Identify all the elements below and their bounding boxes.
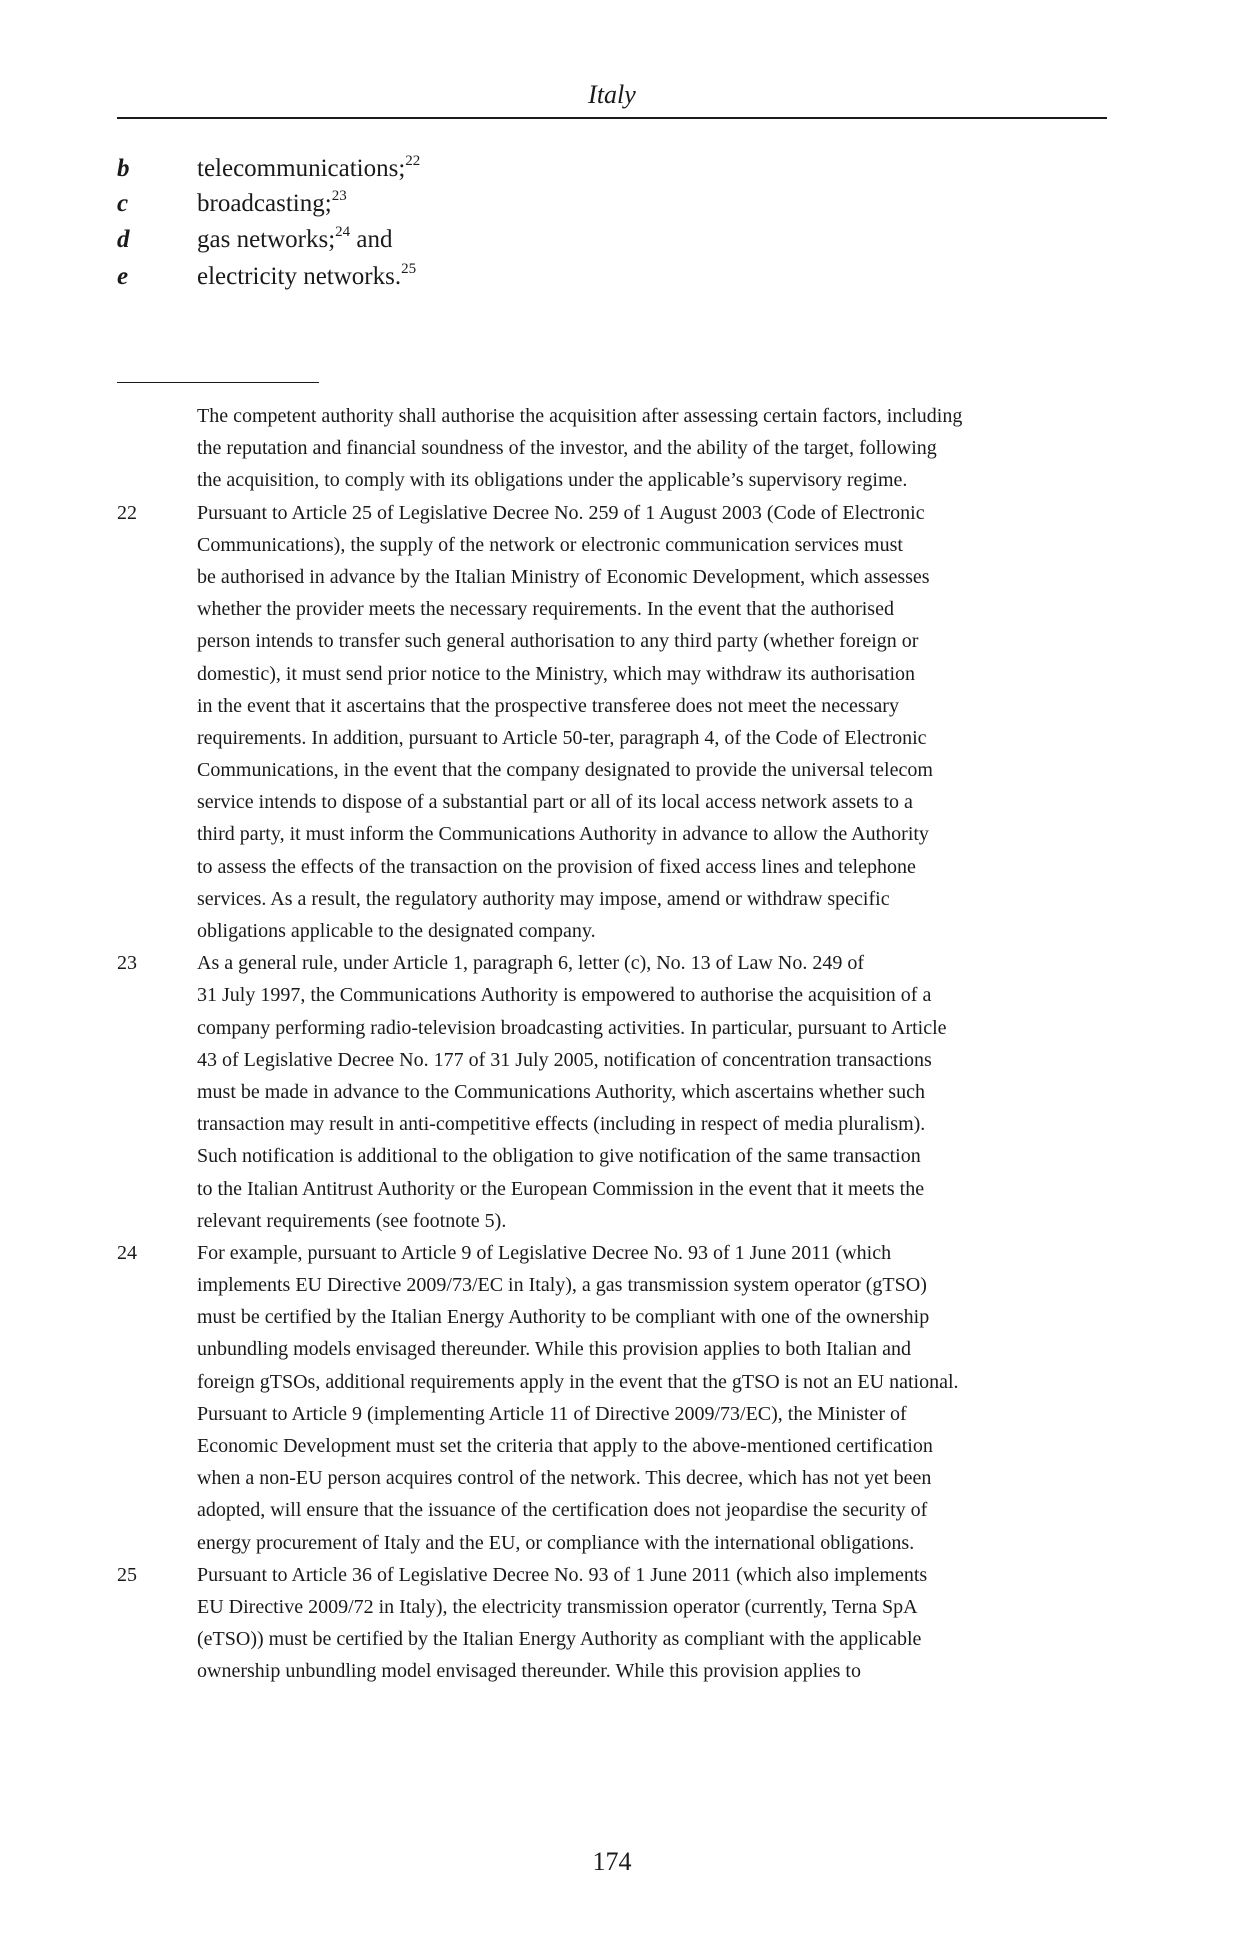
footnote bbox=[117, 400, 1107, 497]
footnote-number: 23 bbox=[117, 952, 137, 975]
list-item-text bbox=[197, 190, 347, 218]
footnote-reference: 25 bbox=[401, 261, 417, 277]
list-item bbox=[117, 226, 1107, 262]
list-item-text bbox=[197, 226, 393, 254]
list-item-letter: c bbox=[117, 190, 129, 217]
footnote-line: must be certified by the Italian Energy Authority to be compliant with one of the ownership bbox=[197, 1306, 930, 1329]
footnote-number: 25 bbox=[117, 1563, 137, 1586]
footnote-text bbox=[197, 400, 1097, 497]
list-item-text bbox=[197, 155, 420, 183]
footnote-line: the reputation and financial soundness of the investor, and the ability of the target, following bbox=[197, 437, 937, 460]
footnote-line: whether the provider meets the necessary requirements. In the event that the authorised bbox=[197, 598, 894, 621]
footnote-line: foreign gTSOs, additional requirements apply in the event that the gTSO is not an EU national. bbox=[197, 1370, 959, 1393]
footnote-text bbox=[197, 947, 1097, 1237]
footnote bbox=[117, 947, 1107, 1237]
footnote-line: As a general rule, under Article 1, paragraph 6, letter (c), No. 13 of Law No. 249 of bbox=[197, 952, 864, 975]
footnote-line: EU Directive 2009/72 in Italy), the electricity transmission operator (currently, Terna SpA bbox=[197, 1595, 918, 1618]
footnote-text bbox=[197, 497, 1097, 948]
footnote-line: when a non-EU person acquires control of the network. This decree, which has not yet been bbox=[197, 1467, 932, 1490]
footnote-number: 24 bbox=[117, 1241, 137, 1264]
footnote-line: be authorised in advance by the Italian Ministry of Economic Development, which assesses bbox=[197, 565, 930, 588]
footnote-line: third party, it must inform the Communications Authority in advance to allow the Authority bbox=[197, 823, 929, 846]
footnote-line: For example, pursuant to Article 9 of Legislative Decree No. 93 of 1 June 2011 (which bbox=[197, 1241, 892, 1264]
footnote-text bbox=[197, 1559, 1097, 1688]
footnote-line: person intends to transfer such general authorisation to any third party (whether foreign or bbox=[197, 630, 919, 653]
footnotes bbox=[117, 400, 1107, 1688]
footnote-line: relevant requirements (see footnote 5). bbox=[197, 1209, 507, 1232]
footnote-line: obligations applicable to the designated company. bbox=[197, 920, 596, 942]
list-item-letter: b bbox=[117, 155, 130, 182]
footnote-line: (eTSO)) must be certified by the Italian Energy Authority as compliant with the applicable bbox=[197, 1628, 922, 1651]
footnote-reference: 24 bbox=[335, 224, 351, 240]
footnote bbox=[117, 1559, 1107, 1688]
list-item bbox=[117, 263, 1107, 299]
footnote-line: service intends to dispose of a substantial part or all of its local access network assets to a bbox=[197, 791, 913, 814]
footnote-line: to the Italian Antitrust Authority or the European Commission in the event that it meets the bbox=[197, 1177, 925, 1200]
list-item-label: telecommunications; bbox=[197, 155, 406, 182]
list-item-label: gas networks; bbox=[197, 226, 336, 253]
footnote-line: 31 July 1997, the Communications Authority is empowered to authorise the acquisition of a bbox=[197, 984, 932, 1007]
list-item-label: broadcasting; bbox=[197, 190, 332, 217]
footnote-line: adopted, will ensure that the issuance of the certification does not jeopardise the security of bbox=[197, 1499, 928, 1522]
footnote-line: company performing radio-television broadcasting activities. In particular, pursuant to Article bbox=[197, 1016, 947, 1039]
list-item-letter: e bbox=[117, 263, 129, 290]
footnote-line: The competent authority shall authorise the acquisition after assessing certain factors, including bbox=[197, 405, 963, 427]
footnote-text bbox=[197, 1237, 1097, 1559]
footnote-line: domestic), it must send prior notice to the Ministry, which may withdraw its authorisation bbox=[197, 662, 916, 685]
footnote-line: the acquisition, to comply with its obligations under the applicable’s supervisory regime. bbox=[197, 469, 908, 492]
list-item bbox=[117, 155, 1107, 191]
list-item-label: electricity networks. bbox=[197, 263, 402, 290]
list-item-letter: d bbox=[117, 226, 130, 253]
page-number: 174 bbox=[592, 1847, 632, 1876]
footnote bbox=[117, 1237, 1107, 1559]
footnote-line: requirements. In addition, pursuant to Article 50-ter, paragraph 4, of the Code of Electronic bbox=[197, 726, 927, 749]
footnote-reference: 23 bbox=[331, 188, 347, 204]
footnote-reference: 22 bbox=[405, 153, 421, 169]
footnote-line: unbundling models envisaged thereunder. While this provision applies to both Italian and bbox=[197, 1338, 911, 1361]
footnote-line: energy procurement of Italy and the EU, or compliance with the international obligations. bbox=[197, 1531, 915, 1554]
footnote-number: 22 bbox=[117, 501, 137, 524]
list-item-text bbox=[197, 263, 416, 291]
footnote bbox=[117, 497, 1107, 948]
footnote-line: must be made in advance to the Communications Authority, which ascertains whether such bbox=[197, 1080, 925, 1103]
footnote-line: ownership unbundling model envisaged thereunder. While this provision applies to bbox=[197, 1660, 861, 1683]
running-header: Italy bbox=[588, 80, 636, 109]
footnote-line: Communications), the supply of the network or electronic communication services must bbox=[197, 533, 903, 556]
footnote-line: implements EU Directive 2009/73/EC in Italy), a gas transmission system operator (gTSO) bbox=[197, 1274, 927, 1297]
footnote-line: Pursuant to Article 25 of Legislative Decree No. 259 of 1 August 2003 (Code of Electronic bbox=[197, 501, 925, 524]
footnote-line: Communications, in the event that the company designated to provide the universal telecom bbox=[197, 759, 933, 782]
list-item bbox=[117, 190, 1107, 226]
footnote-line: 43 of Legislative Decree No. 177 of 31 July 2005, notification of concentration transactions bbox=[197, 1048, 932, 1071]
footnote-line: to assess the effects of the transaction on the provision of fixed access lines and telephone bbox=[197, 855, 916, 878]
footnote-line: Economic Development must set the criteria that apply to the above-mentioned certification bbox=[197, 1435, 933, 1457]
footnote-line: in the event that it ascertains that the prospective transferee does not meet the necessary bbox=[197, 694, 899, 717]
footnote-line: Pursuant to Article 36 of Legislative Decree No. 93 of 1 June 2011 (which also implements bbox=[197, 1563, 928, 1586]
footnote-line: services. As a result, the regulatory authority may impose, amend or withdraw specific bbox=[197, 887, 890, 910]
list-item-tail: and bbox=[350, 226, 393, 253]
header-rule bbox=[117, 117, 1107, 119]
footnote-separator bbox=[117, 382, 319, 383]
footnote-line: Pursuant to Article 9 (implementing Article 11 of Directive 2009/73/EC), the Minister of bbox=[197, 1402, 907, 1425]
footnote-line: Such notification is additional to the obligation to give notification of the same transaction bbox=[197, 1145, 921, 1168]
footnote-line: transaction may result in anti-competitive effects (including in respect of media pluralism). bbox=[197, 1113, 926, 1136]
